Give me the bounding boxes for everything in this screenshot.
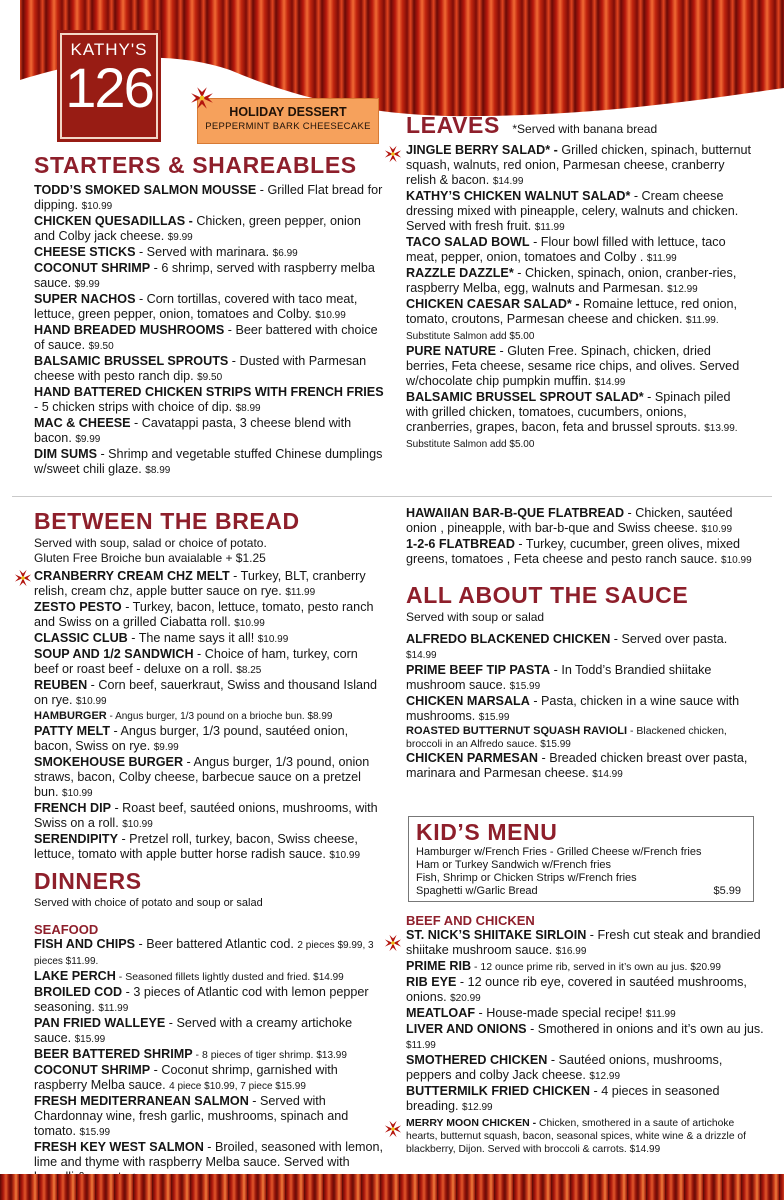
menu-item: SERENDIPITY - Pretzel roll, turkey, bacon, Swiss cheese, lettuce, tomato with apple butter horse radish sauce. $10.99 (34, 832, 361, 861)
beef-title: BEEF AND CHICKEN (406, 913, 535, 928)
holiday-item: PEPPERMINT BARK CHEESECAKE (205, 121, 371, 132)
menu-item: RIB EYE - 12 ounce rib eye, covered in sautéed mushrooms, onions. $20.99 (406, 975, 747, 1004)
kids-title: KID’S MENU (416, 819, 558, 845)
menu-item: FISH AND CHIPS - Beer battered Atlantic cod. 2 pieces $9.99, 3 pieces $11.99. (34, 937, 374, 967)
menu-item: BALSAMIC BRUSSEL SPROUTS - Dusted with Parmesan cheese with pesto ranch dip. $9.50 (34, 354, 367, 383)
menu-item: SUPER NACHOS - Corn tortillas, covered with taco meat, lettuce, green pepper, onion, tomatoes and Colby. $10.99 (34, 292, 358, 321)
seafood-title: SEAFOOD (34, 922, 99, 937)
poinsettia-icon (384, 145, 402, 163)
menu-item: HAMBURGER - Angus burger, 1/3 pound on a brioche bun. $8.99 (34, 710, 333, 722)
flatbread-section (406, 506, 756, 782)
poinsettia-icon (190, 86, 214, 110)
kids-menu-box (408, 816, 754, 902)
beef-chicken-section (406, 913, 766, 1156)
menu-item: CHICKEN MARSALA - Pasta, chicken in a wine sauce with mushrooms. $15.99 (406, 694, 740, 723)
menu-item: COCONUT SHRIMP - 6 shrimp, served with raspberry melba sauce. $9.99 (34, 261, 375, 290)
menu-item: BUTTERMILK FRIED CHICKEN - 4 pieces in seasoned breading. $12.99 (406, 1084, 720, 1113)
menu-item: BEER BATTERED SHRIMP - 8 pieces of tiger shrimp. $13.99 (34, 1047, 347, 1061)
kids-line: Hamburger w/French Fries - Grilled Cheese w/French fries (416, 846, 702, 858)
menu-item: CHICKEN PARMESAN - Breaded chicken breast over pasta, marinara and Parmesan cheese. $14.99 (406, 751, 748, 780)
dinners-section (34, 868, 384, 1186)
poinsettia-icon (384, 934, 402, 952)
dinners-title: DINNERS (34, 868, 142, 894)
menu-item: BALSAMIC BRUSSEL SPROUT SALAD* - Spinach piled with grilled chicken, tomatoes, cucumbers, onions, cranberries, grapes, bacon, feta and brussel sprouts. $13.99. Substitute Salmon add $5.00 (406, 390, 738, 450)
menu-item: ST. NICK’S SHIITAKE SIRLOIN - Fresh cut steak and brandied shiitake mushroom sauce. $16.99 (406, 928, 761, 957)
menu-item: REUBEN - Corn beef, sauerkraut, Swiss and thousand Island on rye. $10.99 (34, 678, 378, 707)
menu-item: RAZZLE DAZZLE* - Chicken, spinach, onion, cranber-ries, raspberry Melba, egg, walnuts and Parmesan. $12.99 (406, 266, 737, 295)
sauce-subtitle: Served with soup or salad (406, 610, 545, 624)
menu-item: SOUP AND 1/2 SANDWICH - Choice of ham, turkey, corn beef or roast beef - deluxe on a roll. $8.25 (34, 647, 358, 676)
logo-name: KATHY'S (70, 40, 148, 59)
kids-line: Ham or Turkey Sandwich w/French fries (416, 859, 612, 871)
menu-item: MERRY MOON CHICKEN - Chicken, smothered in a saute of artichoke hearts, butternut squash, bacon, seasonal spices, white wine & a drizzle of blackberry, Dijon. Served with broccoli & carrots. $14.99 (406, 1117, 746, 1155)
dinners-subtitle: Served with choice of potato and soup or salad (34, 897, 263, 909)
menu-item: DIM SUMS - Shrimp and vegetable stuffed Chinese dumplings w/sweet chili glaze. $8.99 (34, 447, 383, 476)
leaves-list (406, 143, 756, 452)
menu-item: BROILED COD - 3 pieces of Atlantic cod with lemon pepper seasoning. $11.99 (34, 985, 369, 1014)
menu-item: LAKE PERCH - Seasoned fillets lightly dusted and fried. $14.99 (34, 969, 344, 983)
starters-title: STARTERS & SHAREABLES (34, 152, 357, 178)
menu-item: TACO SALAD BOWL - Flour bowl filled with lettuce, taco meat, pepper, onion, tomatoes and Colby . $11.99 (406, 235, 726, 264)
menu-item: 1-2-6 FLATBREAD - Turkey, cucumber, green olives, mixed greens, tomatoes , Feta cheese and pesto ranch sauce. $10.99 (406, 537, 752, 566)
leaves-section (406, 112, 756, 452)
sauce-title: ALL ABOUT THE SAUCE (406, 582, 689, 608)
menu-item: FRESH KEY WEST SALMON - Broiled, seasoned with lemon, lime and thyme with raspberry Melba sauce. Served with (34, 1140, 383, 1169)
bread-section (34, 508, 384, 863)
menu-item: HAND BATTERED CHICKEN STRIPS WITH FRENCH FRIES - 5 chicken strips with choice of dip. $8.99 (34, 385, 384, 414)
menu-item: CHEESE STICKS - Served with marinara. $6.99 (34, 245, 298, 259)
leaves-note: *Served with banana bread (512, 122, 658, 136)
holiday-dessert-box (197, 98, 379, 144)
kids-price: $5.99 (713, 885, 741, 897)
starters-section (34, 152, 384, 478)
starters-list (34, 183, 384, 478)
menu-item: PATTY MELT - Angus burger, 1/3 pound, sautéed onion, bacon, Swiss on rye. $9.99 (34, 724, 349, 753)
bread-gluten-note: Gluten Free Broiche bun avaialable + $1.25 (34, 551, 266, 565)
bread-title: BETWEEN THE BREAD (34, 508, 300, 534)
sauce-list (406, 632, 756, 782)
menu-item: FRENCH DIP - Roast beef, sautéed onions, mushrooms, with Swiss on a roll. $10.99 (34, 801, 378, 830)
leaves-title: LEAVES (406, 112, 500, 138)
beef-list (406, 928, 766, 1156)
menu-item: CHICKEN QUESADILLAS - Chicken, green pepper, onion and Colby jack cheese. $9.99 (34, 214, 361, 243)
footer-curtain (0, 1174, 784, 1200)
menu-item: TODD’S SMOKED SALMON MOUSSE - Grilled Flat bread for dipping. $10.99 (34, 183, 383, 212)
bread-list (34, 569, 384, 863)
menu-item: CHICKEN CAESAR SALAD* - Romaine lettuce, red onion, tomato, croutons, Parmesan cheese and chicken. $11.99. Substitute Salmon add $5.00 (406, 297, 738, 342)
menu-item: PURE NATURE - Gluten Free. Spinach, chicken, dried berries, Feta cheese, sesame rice chips, and olives. Served w/chocolate chip pumpkin muffin. $14.99 (406, 344, 740, 388)
menu-item: PAN FRIED WALLEYE - Served with a creamy artichoke sauce. $15.99 (34, 1016, 353, 1045)
menu-item: PRIME BEEF TIP PASTA - In Todd’s Brandied shiitake mushroom sauce. $15.99 (406, 663, 712, 692)
menu-item: HAWAIIAN BAR-B-QUE FLATBREAD - Chicken, sautéed onion , pineapple, with bar-b-que and Swiss cheese. $10.99 (406, 506, 733, 535)
logo (60, 33, 158, 139)
menu-item: LIVER AND ONIONS - Smothered in onions and it’s own au jus. $11.99 (406, 1022, 764, 1051)
poinsettia-icon (14, 569, 32, 587)
menu-item: ZESTO PESTO - Turkey, bacon, lettuce, tomato, pesto ranch and Swiss on a grilled Ciabatta roll. $10.99 (34, 600, 374, 629)
menu-item: PRIME RIB - 12 ounce prime rib, served in it’s own au jus. $20.99 (406, 959, 721, 973)
menu-item: MEATLOAF - House-made special recipe! $11.99 (406, 1006, 676, 1020)
menu-item: SMOTHERED CHICKEN - Sautéed onions, mushrooms, peppers and colby Jack cheese. $12.99 (406, 1053, 723, 1082)
seafood-list (34, 937, 384, 1186)
logo-number: 126 (65, 56, 153, 119)
menu-item: CLASSIC CLUB - The name says it all! $10.99 (34, 631, 289, 645)
kids-line: Spaghetti w/Garlic Bread $5.99 (416, 885, 741, 897)
section-divider (12, 496, 772, 497)
menu-item: COCONUT SHRIMP - Coconut shrimp, garnished with raspberry Melba sauce. 4 piece $10.99, 7 piece $15.99 (34, 1063, 338, 1092)
menu-item: JINGLE BERRY SALAD* - Grilled chicken, spinach, butternut squash, walnuts, red onion, Parmesan cheese, cranberry relish & bacon. $14.99 (406, 143, 752, 187)
menu-item: ALFREDO BLACKENED CHICKEN - Served over pasta. $14.99 (406, 632, 728, 661)
menu-item: CRANBERRY CREAM CHZ MELT - Turkey, BLT, cranberry relish, cream chz, apple butter sauce on rye. $11.99 (34, 569, 366, 598)
holiday-title: HOLIDAY DESSERT (229, 105, 347, 119)
menu-item: HAND BREADED MUSHROOMS - Beer battered with choice of sauce. $9.50 (34, 323, 378, 352)
menu-item: ROASTED BUTTERNUT SQUASH RAVIOLI - Blackened chicken, broccoli in an Alfredo sauce. $15.99 (406, 725, 727, 750)
kids-line: Fish, Shrimp or Chicken Strips w/French fries (416, 872, 637, 884)
bread-subtitle: Served with soup, salad or choice of potato. (34, 536, 267, 550)
menu-item: FRESH MEDITERRANEAN SALMON - Served with Chardonnay wine, fresh garlic, mushrooms, spinach and tomato. $15.99 (34, 1094, 349, 1138)
menu-item: SMOKEHOUSE BURGER - Angus burger, 1/3 pound, onion straws, bacon, Colby cheese, barbecue sauce on a pretzel bun. $10.99 (34, 755, 370, 799)
menu-item: MAC & CHEESE - Cavatappi pasta, 3 cheese blend with bacon. $9.99 (34, 416, 352, 445)
poinsettia-icon (384, 1120, 402, 1138)
menu-item: KATHY’S CHICKEN WALNUT SALAD* - Cream cheese dressing mixed with pineapple, celery, walnuts and chicken. Served with fresh fruit. $11.99 (406, 189, 739, 233)
